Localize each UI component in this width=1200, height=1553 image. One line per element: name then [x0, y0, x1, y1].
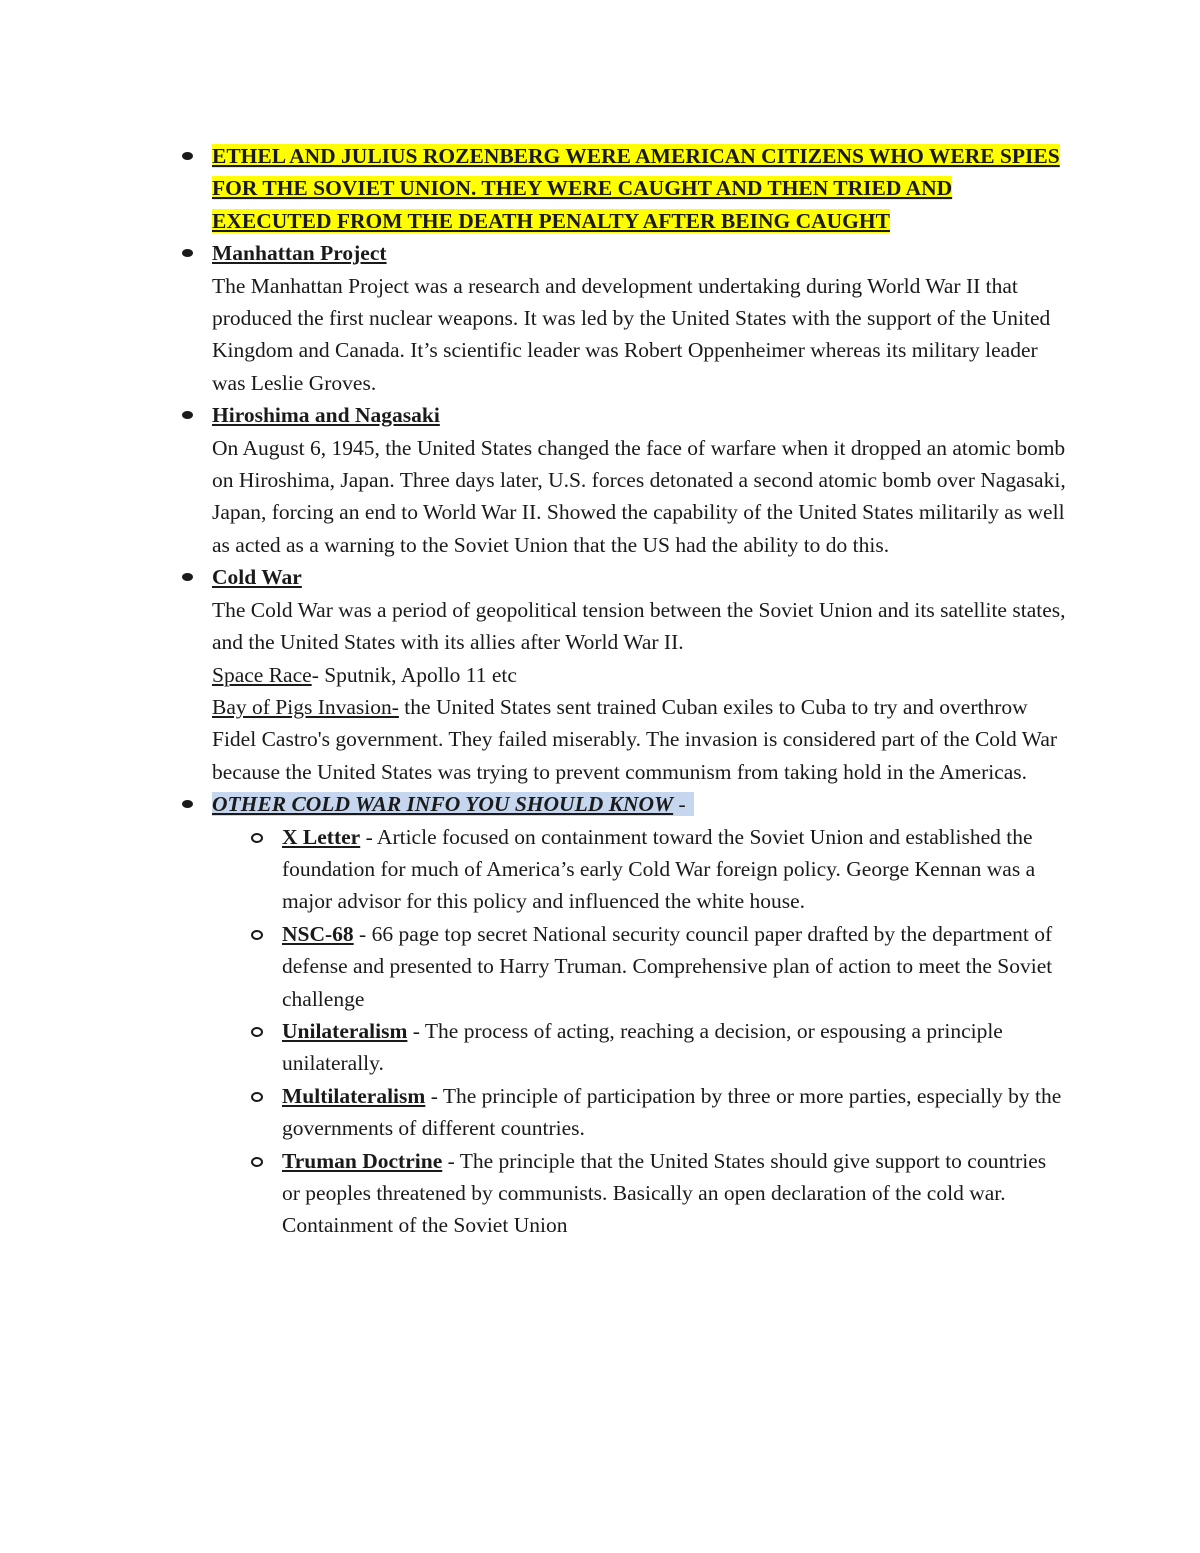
other-info-heading: OTHER COLD WAR INFO YOU SHOULD KNOW — [212, 792, 674, 817]
x-letter-term: X Letter — [282, 824, 361, 849]
circle-bullet-icon — [251, 930, 263, 940]
space-race-line — [212, 659, 1072, 691]
bay-of-pigs-line — [212, 691, 1072, 788]
hiroshima-nagasaki-heading: Hiroshima and Nagasaki — [212, 403, 440, 428]
manhattan-project-body: The Manhattan Project was a research and development undertaking during World War II that produced the first nuclear weapons. It was led by the United States with the support of the United Kingdom and Canada. It’s scientific leader was Robert Oppenheimer whereas its military leader was Leslie Groves. — [212, 273, 1051, 395]
circle-bullet-icon — [251, 1092, 263, 1102]
bullet-icon — [182, 573, 193, 581]
x-letter-text: - Article focused on containment toward the Soviet Union and established the foundation for much of America’s early Cold War foreign policy. George Kennan was a major advisor for this policy and influenced the white house. — [282, 824, 1036, 914]
rosenberg-heading: ETHEL AND JULIUS ROZENBERG WERE AMERICAN CITIZENS WHO WERE SPIES FOR THE SOVIET UNION. THEY WERE CAUGHT AND THEN TRIED AND EXECUTED FROM THE DEATH PENALTY AFTER BEING CAUGHT — [212, 144, 1060, 233]
bullet-icon — [182, 152, 193, 160]
truman-doctrine-term: Truman Doctrine — [282, 1148, 443, 1173]
subitem-nsc-68 — [282, 918, 1062, 1015]
circle-bullet-icon — [251, 1157, 263, 1167]
unilateralism-term: Unilateralism — [282, 1018, 408, 1043]
bay-of-pigs-text: the United States sent trained Cuban exiles to Cuba to try and overthrow Fidel Castro's government. They failed miserably. The invasion is considered part of the Cold War because the United States was trying to prevent communism from taking hold in the Americas. — [212, 694, 1058, 784]
subitem-x-letter — [282, 821, 1062, 918]
unilateralism-text: - The process of acting, reaching a decision, or espousing a principle unilaterally. — [282, 1018, 1003, 1076]
cold-war-heading: Cold War — [212, 565, 302, 590]
nsc-68-term: NSC-68 — [282, 921, 354, 946]
multilateralism-term: Multilateralism — [282, 1083, 426, 1108]
multilateralism-text: - The principle of participation by three or more parties, especially by the governments of different countries. — [282, 1083, 1062, 1141]
bay-of-pigs-label: Bay of Pigs Invasion- — [212, 694, 399, 719]
list-item-hiroshima-nagasaki — [212, 399, 1072, 561]
list-item-other-cold-war-info — [212, 788, 1072, 1242]
list-item-rosenberg — [212, 140, 1072, 237]
space-race-label: Space Race — [212, 662, 312, 687]
circle-bullet-icon — [251, 1027, 263, 1037]
manhattan-project-heading: Manhattan Project — [212, 241, 387, 266]
nsc-68-text: - 66 page top secret National security council paper drafted by the department of defense and presented to Harry Truman. Comprehensive plan of action to meet the Soviet challenge — [282, 921, 1053, 1011]
bullet-icon — [182, 800, 193, 808]
subitem-truman-doctrine — [282, 1145, 1062, 1242]
hiroshima-nagasaki-body: On August 6, 1945, the United States changed the face of warfare when it dropped an atomic bomb on Hiroshima, Japan. Three days later, U.S. forces detonated a second atomic bomb over Nagasaki, Japan, forcing an end to World War II. Showed the capability of the United States militarily as well as acted as a warning to the Soviet Union that the US had the ability to do this. — [212, 435, 1066, 557]
list-item-manhattan-project — [212, 237, 1072, 399]
space-race-text: - Sputnik, Apollo 11 etc — [311, 662, 517, 687]
list-item-cold-war — [212, 561, 1072, 788]
bullet-icon — [182, 249, 193, 257]
bullet-icon — [182, 411, 193, 419]
subitem-unilateralism — [282, 1015, 1062, 1080]
circle-bullet-icon — [251, 833, 263, 843]
other-info-suffix: - — [673, 792, 686, 817]
truman-doctrine-text: - The principle that the United States should give support to countries or peoples threatened by communists. Basically an open declaration of the cold war. Containment of the Soviet Union — [282, 1148, 1047, 1238]
cold-war-body: The Cold War was a period of geopolitical tension between the Soviet Union and its satellite states, and the United States with its allies after World War II. — [212, 597, 1066, 655]
other-info-heading-highlight — [212, 792, 694, 816]
subitem-multilateralism — [282, 1080, 1062, 1145]
notes-list — [212, 140, 1072, 1242]
